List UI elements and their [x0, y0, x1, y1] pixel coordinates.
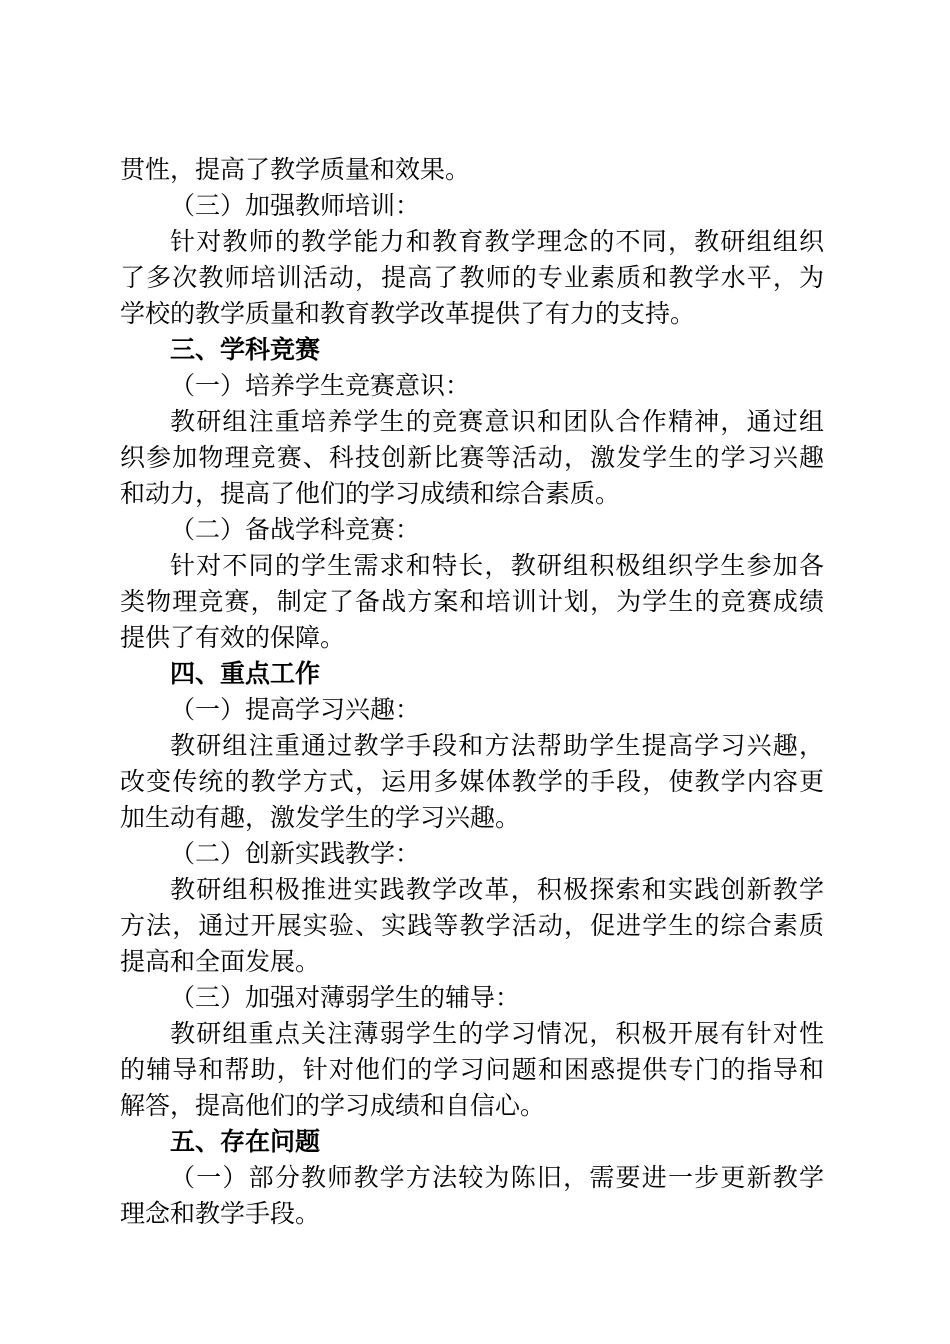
paragraph-line: 提供了有效的保障。 [120, 623, 346, 652]
paragraph-line: 教研组注重通过教学手段和方法帮助学生提高学习兴趣， [170, 731, 824, 760]
paragraph-line: 理念和教学手段。 [120, 1199, 321, 1228]
paragraph-line: 解答，提高他们的学习成绩和自信心。 [120, 1091, 546, 1120]
paragraph-line: 加生动有趣，激发学生的学习兴趣。 [120, 803, 521, 832]
paragraph-line: 改变传统的教学方式，运用多媒体教学的手段，使教学内容更 [120, 767, 824, 796]
subheading: （一）培养学生竞赛意识： [170, 371, 471, 400]
paragraph-line: 织参加物理竞赛、科技创新比赛等活动，激发学生的学习兴趣 [120, 443, 824, 472]
paragraph-line: 方法，通过开展实验、实践等教学活动，促进学生的综合素质 [120, 911, 824, 940]
paragraph-line: 提高和全面发展。 [120, 947, 321, 976]
paragraph-line: 类物理竞赛，制定了备战方案和培训计划，为学生的竞赛成绩 [120, 587, 824, 616]
section-heading: 五、存在问题 [170, 1127, 321, 1156]
paragraph-line: 针对不同的学生需求和特长，教研组积极组织学生参加各 [170, 551, 824, 580]
subheading: （三）加强对薄弱学生的辅导： [170, 983, 521, 1012]
paragraph-line: （一）部分教师教学方法较为陈旧，需要进一步更新教学 [170, 1163, 824, 1192]
paragraph-line: 针对教师的教学能力和教育教学理念的不同，教研组组织 [170, 227, 824, 256]
paragraph-line: 教研组积极推进实践教学改革，积极探索和实践创新教学 [170, 875, 824, 904]
subheading: （二）创新实践教学： [170, 839, 421, 868]
subheading: （二）备战学科竞赛： [170, 515, 421, 544]
paragraph-line: 了多次教师培训活动，提高了教师的专业素质和教学水平，为 [120, 263, 824, 292]
paragraph-line: 学校的教学质量和教育教学改革提供了有力的支持。 [120, 299, 696, 328]
paragraph-line: 教研组重点关注薄弱学生的学习情况，积极开展有针对性 [170, 1019, 824, 1048]
subheading: （一）提高学习兴趣： [170, 695, 421, 724]
paragraph-line: 教研组注重培养学生的竞赛意识和团队合作精神，通过组 [170, 407, 824, 436]
section-heading: 三、学科竞赛 [170, 335, 321, 364]
paragraph-line: 和动力，提高了他们的学习成绩和综合素质。 [120, 479, 621, 508]
paragraph-line: 的辅导和帮助，针对他们的学习问题和困惑提供专门的指导和 [120, 1055, 824, 1084]
section-heading: 四、重点工作 [170, 659, 321, 688]
paragraph-line: 贯性，提高了教学质量和效果。 [120, 155, 471, 184]
subheading: （三）加强教师培训： [170, 191, 421, 220]
